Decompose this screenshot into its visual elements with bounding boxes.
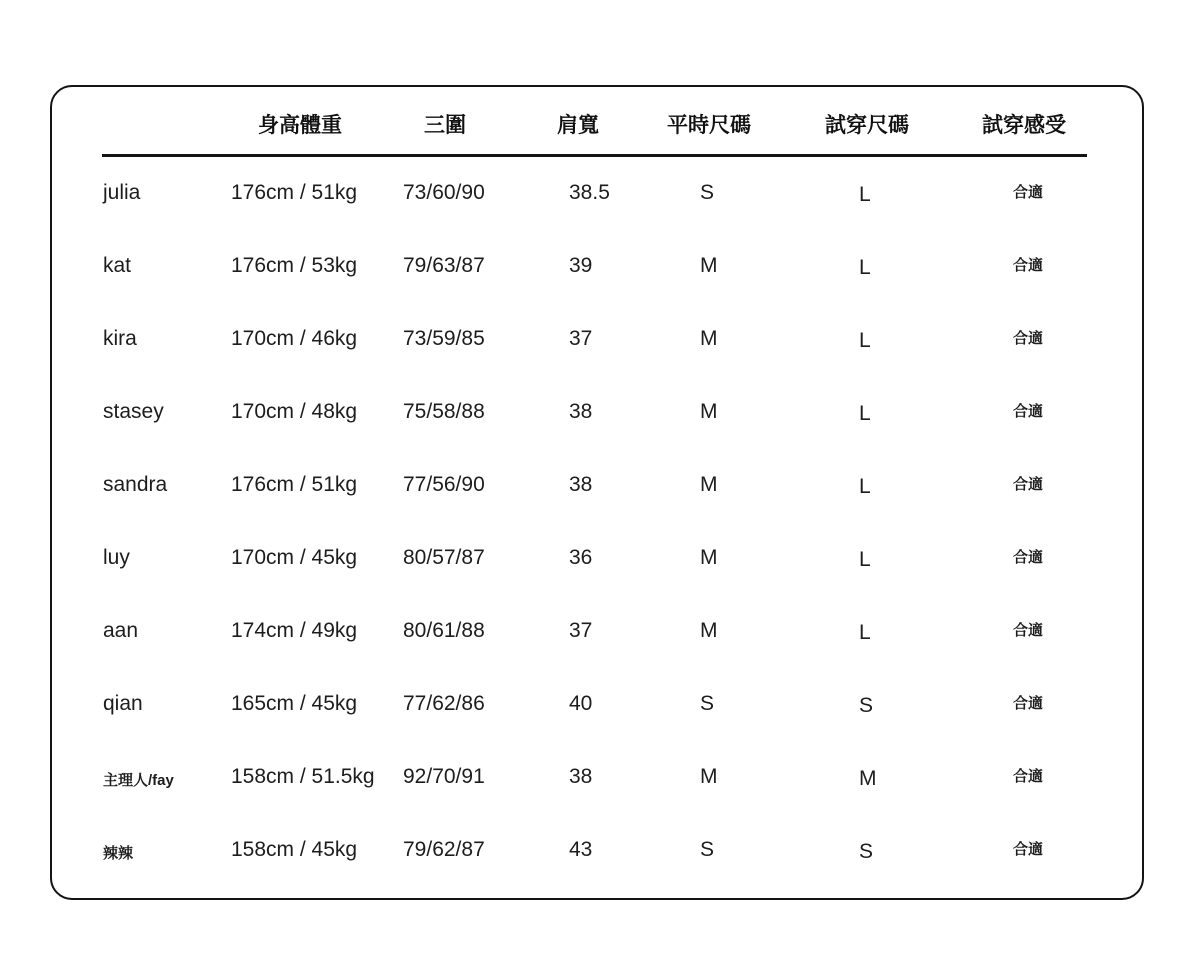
- row-fit-feeling: 合適: [1013, 768, 1044, 785]
- row-tried-size: L: [859, 183, 871, 206]
- size-table: [102, 106, 1087, 887]
- row-fit-feeling: 合適: [1013, 549, 1044, 566]
- row-shoulder: 38: [569, 765, 593, 788]
- row-fit-feeling: 合適: [1013, 622, 1044, 639]
- row-shoulder: 38.5: [569, 181, 610, 204]
- row-name: 主理人/fay: [103, 772, 174, 789]
- table-row: [102, 157, 1087, 230]
- header-usual-size: 平時尺碼: [667, 114, 751, 137]
- row-measurements: 80/61/88: [403, 619, 485, 642]
- row-usual-size: M: [700, 400, 718, 423]
- row-name: kat: [103, 254, 132, 277]
- row-measurements: 73/60/90: [403, 181, 485, 204]
- row-tried-size: S: [859, 840, 874, 863]
- table-row: [102, 230, 1087, 303]
- row-height-weight: 165cm / 45kg: [231, 692, 358, 715]
- row-measurements: 79/63/87: [403, 254, 485, 277]
- row-height-weight: 176cm / 51kg: [231, 473, 358, 496]
- row-shoulder: 37: [569, 619, 593, 642]
- row-shoulder: 39: [569, 254, 593, 277]
- table-row: [102, 376, 1087, 449]
- row-usual-size: M: [700, 619, 718, 642]
- row-tried-size: L: [859, 329, 871, 352]
- row-name: 辣辣: [103, 845, 134, 862]
- row-fit-feeling: 合適: [1013, 403, 1044, 420]
- row-name: qian: [103, 692, 143, 715]
- header-height-weight: 身高體重: [258, 114, 342, 137]
- row-height-weight: 158cm / 45kg: [231, 838, 358, 861]
- header-fit-feeling: 試穿感受: [982, 114, 1066, 137]
- row-name: julia: [103, 181, 141, 204]
- table-row: [102, 303, 1087, 376]
- table-row: [102, 595, 1087, 668]
- row-fit-feeling: 合適: [1013, 257, 1044, 274]
- row-tried-size: S: [859, 694, 874, 717]
- row-shoulder: 36: [569, 546, 593, 569]
- row-usual-size: M: [700, 765, 718, 788]
- row-shoulder: 38: [569, 473, 593, 496]
- row-name: kira: [103, 327, 137, 350]
- row-shoulder: 38: [569, 400, 593, 423]
- row-fit-feeling: 合適: [1013, 184, 1044, 201]
- table-row: [102, 814, 1087, 887]
- row-tried-size: L: [859, 475, 871, 498]
- row-height-weight: 170cm / 45kg: [231, 546, 358, 569]
- row-usual-size: M: [700, 254, 718, 277]
- row-fit-feeling: 合適: [1013, 476, 1044, 493]
- row-measurements: 77/56/90: [403, 473, 485, 496]
- row-measurements: 73/59/85: [403, 327, 485, 350]
- row-usual-size: S: [700, 181, 715, 204]
- row-name: sandra: [103, 473, 168, 496]
- table-row: [102, 449, 1087, 522]
- table-row: [102, 522, 1087, 595]
- row-measurements: 75/58/88: [403, 400, 485, 423]
- row-shoulder: 37: [569, 327, 593, 350]
- row-height-weight: 170cm / 46kg: [231, 327, 358, 350]
- row-usual-size: M: [700, 327, 718, 350]
- table-row: [102, 668, 1087, 741]
- row-fit-feeling: 合適: [1013, 841, 1044, 858]
- row-usual-size: M: [700, 546, 718, 569]
- header-shoulder: 肩寬: [557, 114, 599, 137]
- row-fit-feeling: 合適: [1013, 695, 1044, 712]
- row-usual-size: S: [700, 838, 715, 861]
- header-tried-size: 試穿尺碼: [825, 114, 909, 137]
- row-name: luy: [103, 546, 130, 569]
- row-usual-size: S: [700, 692, 715, 715]
- row-fit-feeling: 合適: [1013, 330, 1044, 347]
- row-measurements: 80/57/87: [403, 546, 485, 569]
- row-shoulder: 43: [569, 838, 593, 861]
- header-measurements: 三圍: [424, 114, 466, 137]
- row-tried-size: L: [859, 256, 871, 279]
- row-measurements: 77/62/86: [403, 692, 485, 715]
- row-tried-size: M: [859, 767, 877, 790]
- row-name: aan: [103, 619, 139, 642]
- row-height-weight: 174cm / 49kg: [231, 619, 358, 642]
- row-shoulder: 40: [569, 692, 593, 715]
- row-measurements: 92/70/91: [403, 765, 485, 788]
- row-tried-size: L: [859, 548, 871, 571]
- row-height-weight: 170cm / 48kg: [231, 400, 358, 423]
- row-name: stasey: [103, 400, 164, 423]
- table-header: [102, 106, 1087, 157]
- row-height-weight: 176cm / 53kg: [231, 254, 358, 277]
- row-measurements: 79/62/87: [403, 838, 485, 861]
- row-usual-size: M: [700, 473, 718, 496]
- row-tried-size: L: [859, 402, 871, 425]
- row-height-weight: 176cm / 51kg: [231, 181, 358, 204]
- row-tried-size: L: [859, 621, 871, 644]
- table-row: [102, 741, 1087, 814]
- row-height-weight: 158cm / 51.5kg: [231, 765, 375, 788]
